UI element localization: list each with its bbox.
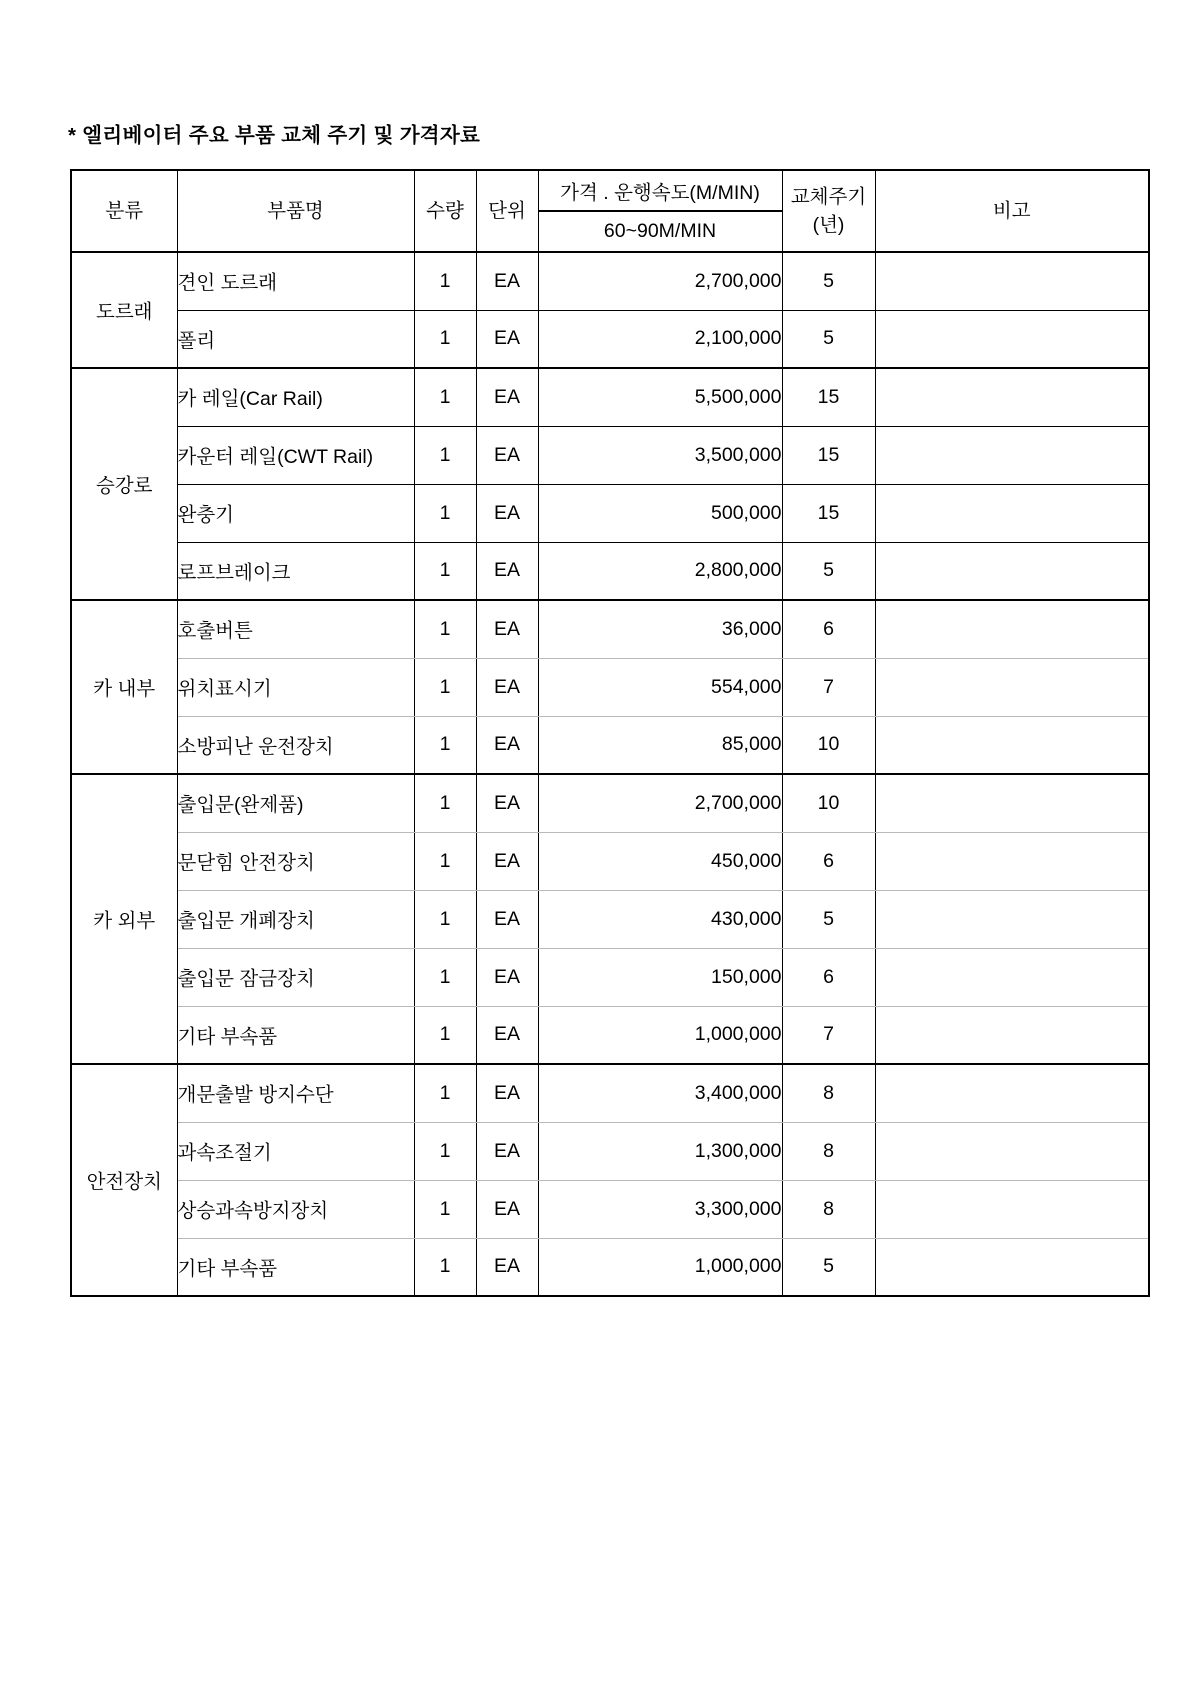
cell-note <box>875 600 1149 658</box>
cell-unit: EA <box>476 1006 538 1064</box>
cell-quantity: 1 <box>414 1180 476 1238</box>
cell-quantity: 1 <box>414 252 476 310</box>
cell-price: 3,400,000 <box>538 1064 782 1122</box>
cell-unit: EA <box>476 1238 538 1296</box>
cell-replacement-cycle: 8 <box>782 1064 875 1122</box>
cell-unit: EA <box>476 774 538 832</box>
cell-note <box>875 948 1149 1006</box>
cell-quantity: 1 <box>414 484 476 542</box>
cell-part-name: 카 레일(Car Rail) <box>177 368 414 426</box>
cell-unit: EA <box>476 716 538 774</box>
table-row <box>71 426 1149 484</box>
cell-replacement-cycle: 8 <box>782 1180 875 1238</box>
cell-price: 2,100,000 <box>538 310 782 368</box>
table-row <box>71 600 1149 658</box>
cell-unit: EA <box>476 426 538 484</box>
cell-quantity: 1 <box>414 1006 476 1064</box>
cell-quantity: 1 <box>414 1064 476 1122</box>
cell-note <box>875 310 1149 368</box>
cell-unit: EA <box>476 658 538 716</box>
cell-price: 2,700,000 <box>538 252 782 310</box>
parts-price-table <box>70 169 1150 1297</box>
column-header-quantity: 수량 <box>414 170 476 252</box>
cell-replacement-cycle: 6 <box>782 832 875 890</box>
cell-unit: EA <box>476 368 538 426</box>
table-row <box>71 484 1149 542</box>
cell-part-name: 출입문 잠금장치 <box>177 948 414 1006</box>
table-header <box>71 170 1149 252</box>
cell-quantity: 1 <box>414 658 476 716</box>
cell-quantity: 1 <box>414 1238 476 1296</box>
table-row <box>71 1006 1149 1064</box>
cell-replacement-cycle: 15 <box>782 368 875 426</box>
cell-quantity: 1 <box>414 1122 476 1180</box>
cell-price: 2,800,000 <box>538 542 782 600</box>
cell-part-name: 출입문 개폐장치 <box>177 890 414 948</box>
cell-quantity: 1 <box>414 310 476 368</box>
cell-price: 3,500,000 <box>538 426 782 484</box>
cell-quantity: 1 <box>414 600 476 658</box>
cell-replacement-cycle: 5 <box>782 1238 875 1296</box>
cell-price: 500,000 <box>538 484 782 542</box>
cell-replacement-cycle: 10 <box>782 716 875 774</box>
cell-category: 카 외부 <box>71 774 177 1064</box>
cell-price: 1,000,000 <box>538 1006 782 1064</box>
cell-part-name: 폴리 <box>177 310 414 368</box>
cell-note <box>875 1006 1149 1064</box>
cell-quantity: 1 <box>414 542 476 600</box>
table-row <box>71 310 1149 368</box>
cell-note <box>875 426 1149 484</box>
cell-category: 도르래 <box>71 252 177 368</box>
cell-price: 450,000 <box>538 832 782 890</box>
table-body <box>71 252 1149 1296</box>
cell-note <box>875 832 1149 890</box>
cell-replacement-cycle: 6 <box>782 948 875 1006</box>
cell-price: 554,000 <box>538 658 782 716</box>
table-row <box>71 1122 1149 1180</box>
cell-replacement-cycle: 5 <box>782 310 875 368</box>
page-title: * 엘리베이터 주요 부품 교체 주기 및 가격자료 <box>68 124 481 147</box>
cell-part-name: 견인 도르래 <box>177 252 414 310</box>
cell-unit: EA <box>476 948 538 1006</box>
cell-unit: EA <box>476 1064 538 1122</box>
cell-category: 카 내부 <box>71 600 177 774</box>
cell-unit: EA <box>476 542 538 600</box>
cell-replacement-cycle: 5 <box>782 542 875 600</box>
cell-unit: EA <box>476 252 538 310</box>
cell-price: 85,000 <box>538 716 782 774</box>
cell-note <box>875 716 1149 774</box>
cell-price: 430,000 <box>538 890 782 948</box>
cell-unit: EA <box>476 1122 538 1180</box>
cell-part-name: 개문출발 방지수단 <box>177 1064 414 1122</box>
cell-part-name: 로프브레이크 <box>177 542 414 600</box>
cell-quantity: 1 <box>414 426 476 484</box>
cell-note <box>875 1064 1149 1122</box>
cell-part-name: 위치표시기 <box>177 658 414 716</box>
table-row <box>71 542 1149 600</box>
table-row <box>71 368 1149 426</box>
cell-part-name: 문닫힘 안전장치 <box>177 832 414 890</box>
cell-note <box>875 890 1149 948</box>
cell-part-name: 과속조절기 <box>177 1122 414 1180</box>
cell-price: 2,700,000 <box>538 774 782 832</box>
cell-replacement-cycle: 7 <box>782 1006 875 1064</box>
header-row <box>71 170 1149 211</box>
cell-note <box>875 252 1149 310</box>
cell-quantity: 1 <box>414 368 476 426</box>
cell-quantity: 1 <box>414 890 476 948</box>
cycle-header-line1: 교체주기 <box>790 185 867 208</box>
cell-part-name: 기타 부속품 <box>177 1238 414 1296</box>
cell-note <box>875 368 1149 426</box>
column-header-price-group: 가격 . 운행속도(M/MIN) <box>538 170 782 211</box>
cell-price: 150,000 <box>538 948 782 1006</box>
cell-quantity: 1 <box>414 948 476 1006</box>
table-row <box>71 658 1149 716</box>
cell-replacement-cycle: 6 <box>782 600 875 658</box>
cell-price: 1,000,000 <box>538 1238 782 1296</box>
cell-price: 5,500,000 <box>538 368 782 426</box>
table-row <box>71 832 1149 890</box>
table-row <box>71 716 1149 774</box>
cell-part-name: 기타 부속품 <box>177 1006 414 1064</box>
cell-category: 승강로 <box>71 368 177 600</box>
column-header-note: 비고 <box>875 170 1149 252</box>
cell-unit: EA <box>476 600 538 658</box>
cell-part-name: 소방피난 운전장치 <box>177 716 414 774</box>
cell-category: 안전장치 <box>71 1064 177 1296</box>
cell-replacement-cycle: 5 <box>782 890 875 948</box>
parts-table-container <box>70 169 1148 1297</box>
cell-replacement-cycle: 15 <box>782 426 875 484</box>
cell-unit: EA <box>476 310 538 368</box>
cell-note <box>875 1238 1149 1296</box>
column-header-category: 분류 <box>71 170 177 252</box>
column-header-replacement-cycle <box>782 170 875 252</box>
column-header-price-speed: 60~90M/MIN <box>538 211 782 252</box>
table-row <box>71 1064 1149 1122</box>
cell-replacement-cycle: 8 <box>782 1122 875 1180</box>
cell-note <box>875 542 1149 600</box>
table-row <box>71 774 1149 832</box>
cycle-header-line2: (년) <box>812 214 845 236</box>
cell-replacement-cycle: 7 <box>782 658 875 716</box>
column-header-part-name: 부품명 <box>177 170 414 252</box>
table-row <box>71 1180 1149 1238</box>
cell-part-name: 카운터 레일(CWT Rail) <box>177 426 414 484</box>
cell-note <box>875 1122 1149 1180</box>
table-row <box>71 890 1149 948</box>
cell-quantity: 1 <box>414 716 476 774</box>
cell-unit: EA <box>476 484 538 542</box>
cell-price: 36,000 <box>538 600 782 658</box>
cell-unit: EA <box>476 1180 538 1238</box>
table-row <box>71 252 1149 310</box>
cell-replacement-cycle: 15 <box>782 484 875 542</box>
cell-note <box>875 1180 1149 1238</box>
cell-unit: EA <box>476 832 538 890</box>
cell-price: 1,300,000 <box>538 1122 782 1180</box>
cell-note <box>875 774 1149 832</box>
cell-note <box>875 484 1149 542</box>
cell-part-name: 호출버튼 <box>177 600 414 658</box>
cell-unit: EA <box>476 890 538 948</box>
cell-part-name: 완충기 <box>177 484 414 542</box>
cell-replacement-cycle: 10 <box>782 774 875 832</box>
cell-part-name: 상승과속방지장치 <box>177 1180 414 1238</box>
cell-part-name: 출입문(완제품) <box>177 774 414 832</box>
cell-note <box>875 658 1149 716</box>
cell-replacement-cycle: 5 <box>782 252 875 310</box>
cell-quantity: 1 <box>414 774 476 832</box>
cell-price: 3,300,000 <box>538 1180 782 1238</box>
cell-quantity: 1 <box>414 832 476 890</box>
table-row <box>71 948 1149 1006</box>
table-row <box>71 1238 1149 1296</box>
column-header-unit: 단위 <box>476 170 538 252</box>
